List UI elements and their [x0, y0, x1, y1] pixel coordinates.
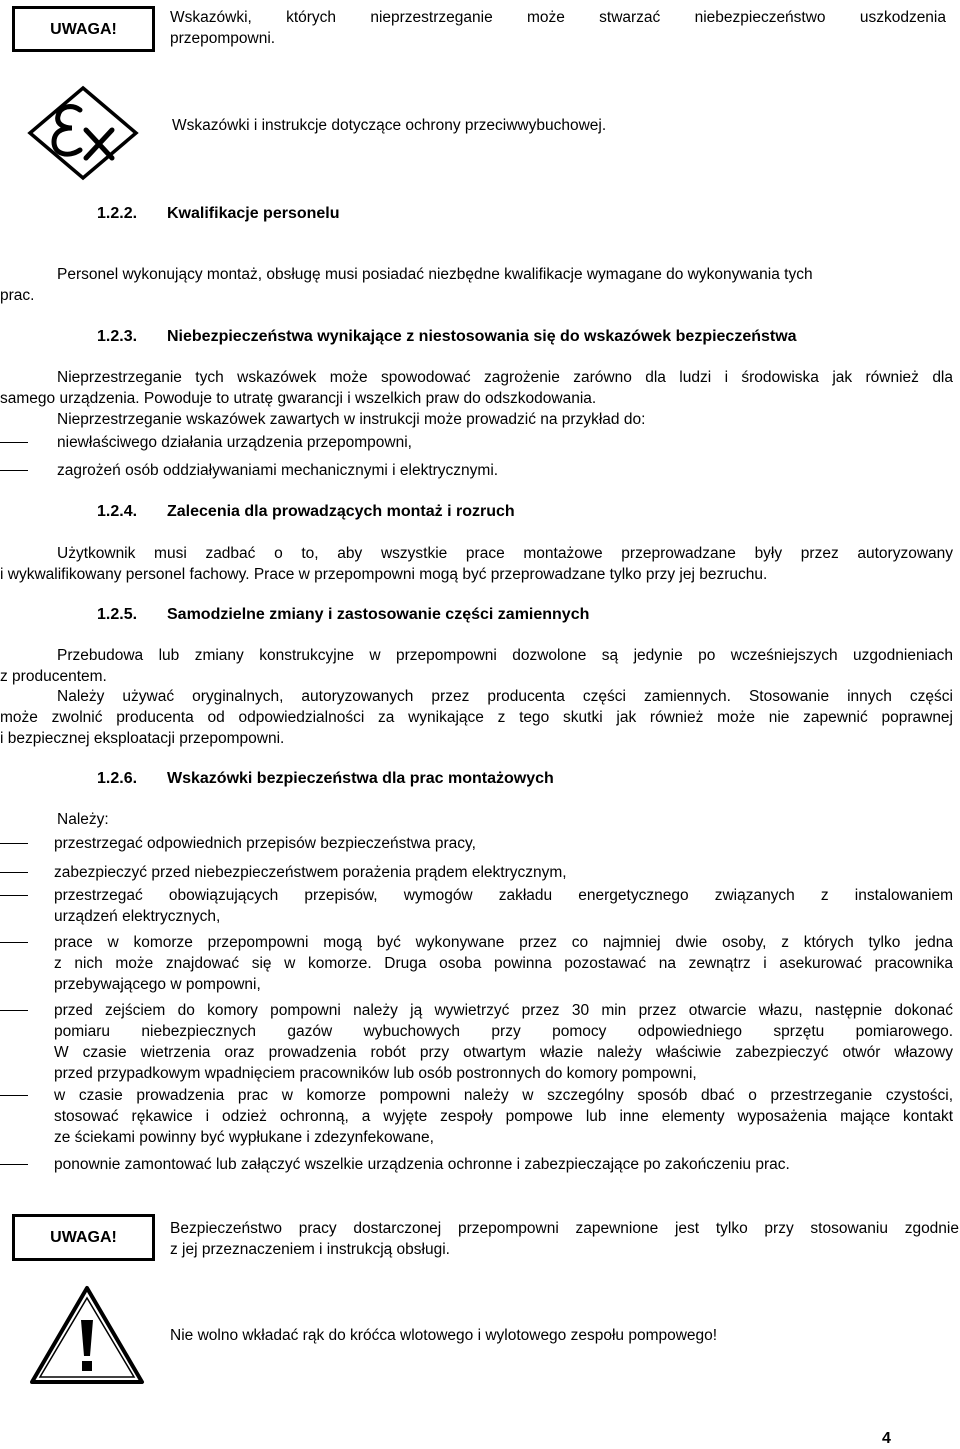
- list-item: przed zejściem do komory pompowni należy ją wywietrzyć przez 30 min przez otwarcie włazu, następnie dokonać: [54, 1002, 953, 1019]
- list-intro: Należy:: [57, 811, 109, 828]
- paragraph-line: samego urządzenia. Powoduje to utratę gwarancji i wszelkich praw do odszkodowania.: [0, 390, 597, 407]
- paragraph-line: Nieprzestrzeganie tych wskazówek może spowodować zagrożenie zarówno dla ludzi i środowiska jak również dla: [57, 369, 953, 386]
- list-item: stosować rękawice i odzież ochronną, a wyjęte zespoły pompowe lub inne elementy wyposażenia mające kontakt: [54, 1108, 953, 1125]
- list-item: przebywającego w pompowni,: [54, 976, 261, 993]
- list-item: zabezpieczyć przed niebezpieczeństwem porażenia prądem elektrycznym,: [54, 864, 567, 881]
- list-item: przestrzegać odpowiednich przepisów bezpieczeństwa pracy,: [54, 835, 476, 852]
- list-dash: [0, 1010, 28, 1011]
- list-dash: [0, 1164, 28, 1165]
- warning-badge: UWAGA!: [12, 1214, 155, 1261]
- list-dash: [0, 442, 28, 443]
- paragraph-line: Personel wykonujący montaż, obsługę musi posiadać niezbędne kwalifikacje wymagane do wykonywania tych: [57, 266, 813, 283]
- list-item: zagrożeń osób oddziaływaniami mechanicznymi i elektrycznymi.: [57, 462, 499, 479]
- section-number: 1.2.4.: [97, 503, 138, 520]
- list-item: ponownie zamontować lub załączyć wszelkie urządzenia ochronne i zabezpieczające po zakończeniu prac.: [54, 1156, 790, 1173]
- bottom-notice-line2: z jej przeznaczeniem i instrukcją obsługi.: [170, 1241, 450, 1258]
- section-number: 1.2.5.: [97, 606, 138, 623]
- list-dash: [0, 470, 28, 471]
- list-item: pomiaru niebezpiecznych gazów wybuchowych przy pomocy odpowiedniego sprzętu pomiarowego.: [54, 1023, 953, 1040]
- section-number: 1.2.3.: [97, 328, 138, 345]
- list-dash: [0, 1095, 28, 1096]
- paragraph-line: Użytkownik musi zadbać o to, aby wszystkie prace montażowe przeprowadzane były przez autoryzowany: [57, 545, 953, 562]
- section-title: Zalecenia dla prowadzących montaż i rozruch: [167, 503, 515, 520]
- warning-badge: UWAGA!: [12, 6, 155, 52]
- list-item: prace w komorze przepompowni mogą być wykonywane przez co najmniej dwie osoby, z których tylko jedna: [54, 934, 953, 951]
- section-title: Niebezpieczeństwa wynikające z niestosowania się do wskazówek bezpieczeństwa: [167, 328, 797, 345]
- list-item: W czasie wietrzenia oraz prowadzenia robót przy otwartym włazie należy właściwie zabezpieczyć otwór włazowy: [54, 1044, 953, 1061]
- section-title: Samodzielne zmiany i zastosowanie części zamiennych: [167, 606, 590, 623]
- list-item: ze ściekami powinny być wypłukane i zdezynfekowane,: [54, 1129, 434, 1146]
- list-item: urządzeń elektrycznych,: [54, 908, 221, 925]
- paragraph-line: może zwolnić producenta od odpowiedzialności za wynikające z tego skutki jak również może nie zapewnić poprawnej: [0, 709, 953, 726]
- page-number: 4: [882, 1430, 891, 1447]
- list-dash: [0, 942, 28, 943]
- top-notice-line1: Wskazówki, których nieprzestrzeganie może stwarzać niebezpieczeństwo uszkodzenia: [170, 9, 946, 26]
- list-dash: [0, 843, 28, 844]
- list-dash: [0, 872, 28, 873]
- list-item: przed przypadkowym wpadnięciem pracowników lub osób postronnych do komory pompowni,: [54, 1065, 697, 1082]
- list-item: z nich może znajdować się w komorze. Druga osoba powinna pozostawać na zewnątrz i asekurować pracownika: [54, 955, 953, 972]
- top-notice-line2: przepompowni.: [170, 30, 276, 47]
- bottom-notice-line1: Bezpieczeństwo pracy dostarczonej przepompowni zapewnione jest tylko przy stosowaniu zgodnie: [170, 1220, 959, 1237]
- paragraph-line: Należy używać oryginalnych, autoryzowanych przez producenta części zamiennych. Stosowanie innych części: [57, 688, 953, 705]
- section-title: Kwalifikacje personelu: [167, 205, 340, 222]
- section-number: 1.2.6.: [97, 770, 138, 787]
- list-dash: [0, 895, 28, 896]
- section-number: 1.2.2.: [97, 205, 138, 222]
- paragraph-line: z producentem.: [0, 668, 107, 685]
- paragraph-line: i wykwalifikowany personel fachowy. Prace w przepompowni mogą być przeprowadzane tylko przy jej bezruchu.: [0, 566, 768, 583]
- ex-notice-text: Wskazówki i instrukcje dotyczące ochrony przeciwwybuchowej.: [172, 117, 607, 134]
- warning-notice-text: Nie wolno wkładać rąk do króćca wlotowego i wylotowego zespołu pompowego!: [170, 1327, 718, 1344]
- paragraph-line: Przebudowa lub zmiany konstrukcyjne w przepompowni dozwolone są jedynie po wcześniejszych uzgodnieniach: [57, 647, 953, 664]
- paragraph-line: prac.: [0, 287, 35, 304]
- list-item: w czasie prowadzenia prac w komorze pompowni należy w szczególny sposób dbać o przestrzeganie czystości,: [54, 1087, 953, 1104]
- warning-triangle-icon: [26, 1282, 148, 1390]
- paragraph-line: Nieprzestrzeganie wskazówek zawartych w instrukcji może prowadzić na przykład do:: [57, 411, 646, 428]
- paragraph-line: i bezpiecznej eksploatacji przepompowni.: [0, 730, 285, 747]
- list-item: przestrzegać obowiązujących przepisów, wymogów zakładu energetycznego związanych z instalowaniem: [54, 887, 953, 904]
- section-title: Wskazówki bezpieczeństwa dla prac montażowych: [167, 770, 554, 787]
- list-item: niewłaściwego działania urządzenia przepompowni,: [57, 434, 412, 451]
- ex-explosion-protection-icon: [20, 80, 146, 186]
